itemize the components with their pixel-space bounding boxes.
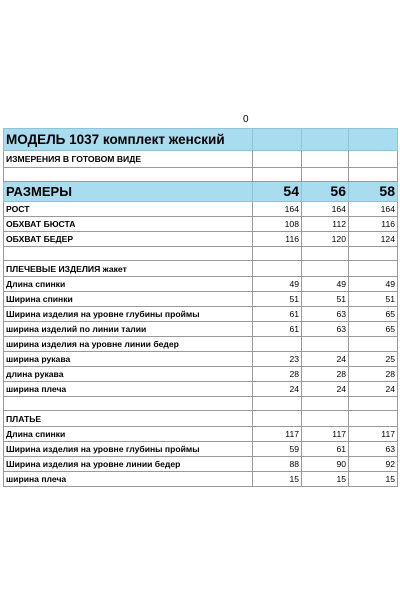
value-cell: 63 xyxy=(302,322,349,337)
value-cell xyxy=(302,337,349,352)
value-cell: 117 xyxy=(253,427,302,442)
row-label: Ширина спинки xyxy=(4,292,253,307)
value-cell: 24 xyxy=(349,382,398,397)
title-row xyxy=(4,129,398,151)
empty-cell xyxy=(253,261,302,277)
table-row xyxy=(4,472,398,487)
value-cell: 49 xyxy=(253,277,302,292)
table-row xyxy=(4,367,398,382)
row-label: ширина рукава xyxy=(4,352,253,367)
row-label: РОСТ xyxy=(4,202,253,217)
row-label: Ширина изделия на уровне линии бедер xyxy=(4,457,253,472)
row-label: ширина плеча xyxy=(4,472,253,487)
table-row xyxy=(4,427,398,442)
value-cell: 65 xyxy=(349,307,398,322)
table-row xyxy=(4,307,398,322)
value-cell: 28 xyxy=(253,367,302,382)
empty-cell xyxy=(302,411,349,427)
table-row xyxy=(4,442,398,457)
value-cell: 63 xyxy=(349,442,398,457)
value-cell: 117 xyxy=(302,427,349,442)
value-cell: 65 xyxy=(349,322,398,337)
value-cell xyxy=(253,337,302,352)
measurements-table xyxy=(3,128,398,487)
value-cell: 117 xyxy=(349,427,398,442)
row-label: ОБХВАТ БЮСТА xyxy=(4,217,253,232)
value-cell: 24 xyxy=(302,352,349,367)
value-cell: 24 xyxy=(302,382,349,397)
value-cell: 23 xyxy=(253,352,302,367)
value-cell: 120 xyxy=(302,232,349,247)
value-cell: 88 xyxy=(253,457,302,472)
table-row xyxy=(4,217,398,232)
value-cell: 164 xyxy=(302,202,349,217)
size-cell: 58 xyxy=(349,182,398,202)
row-label: ширина изделий по линии талии xyxy=(4,322,253,337)
value-cell: 15 xyxy=(302,472,349,487)
blank-row xyxy=(4,247,398,261)
value-cell: 164 xyxy=(253,202,302,217)
value-cell: 28 xyxy=(349,367,398,382)
value-cell: 124 xyxy=(349,232,398,247)
blank-row xyxy=(4,397,398,411)
value-cell: 61 xyxy=(302,442,349,457)
value-cell: 59 xyxy=(253,442,302,457)
empty-cell xyxy=(349,247,398,261)
table-row xyxy=(4,352,398,367)
size-cell: 56 xyxy=(302,182,349,202)
value-cell: 90 xyxy=(302,457,349,472)
value-cell: 63 xyxy=(302,307,349,322)
value-cell: 25 xyxy=(349,352,398,367)
section-title-row xyxy=(4,411,398,427)
value-cell: 51 xyxy=(302,292,349,307)
row-label: Ширина изделия на уровне глубины проймы xyxy=(4,307,253,322)
value-cell: 51 xyxy=(349,292,398,307)
table-title: МОДЕЛЬ 1037 комплект женский xyxy=(4,129,253,151)
size-cell: 54 xyxy=(253,182,302,202)
row-label: Длина спинки xyxy=(4,427,253,442)
blank-row xyxy=(4,168,398,182)
section-title-row xyxy=(4,261,398,277)
value-cell: 116 xyxy=(253,232,302,247)
value-cell: 28 xyxy=(302,367,349,382)
empty-cell xyxy=(302,261,349,277)
empty-cell xyxy=(4,397,253,411)
table-subtitle: ИЗМЕРЕНИЯ В ГОТОВОМ ВИДЕ xyxy=(4,151,253,168)
value-cell xyxy=(349,337,398,352)
value-cell: 61 xyxy=(253,307,302,322)
empty-cell xyxy=(253,397,302,411)
value-cell: 49 xyxy=(302,277,349,292)
table-row xyxy=(4,202,398,217)
empty-cell xyxy=(349,397,398,411)
empty-cell xyxy=(253,247,302,261)
value-cell: 112 xyxy=(302,217,349,232)
value-cell: 164 xyxy=(349,202,398,217)
table-row xyxy=(4,337,398,352)
empty-cell xyxy=(253,411,302,427)
value-cell: 51 xyxy=(253,292,302,307)
table-row xyxy=(4,232,398,247)
table-row xyxy=(4,292,398,307)
value-cell: 15 xyxy=(349,472,398,487)
empty-cell xyxy=(302,247,349,261)
empty-cell xyxy=(302,397,349,411)
empty-cell xyxy=(4,247,253,261)
cell-top-number: 0 xyxy=(243,114,249,125)
row-label: Ширина изделия на уровне глубины проймы xyxy=(4,442,253,457)
row-label: Длина спинки xyxy=(4,277,253,292)
row-label: ширина плеча xyxy=(4,382,253,397)
value-cell: 108 xyxy=(253,217,302,232)
empty-cell xyxy=(349,261,398,277)
table-row xyxy=(4,277,398,292)
table-row xyxy=(4,322,398,337)
section-title: ПЛЕЧЕВЫЕ ИЗДЕЛИЯ жакет xyxy=(4,261,253,277)
row-label: длина рукава xyxy=(4,367,253,382)
sizes-row xyxy=(4,182,398,202)
value-cell: 92 xyxy=(349,457,398,472)
row-label: ОБХВАТ БЕДЕР xyxy=(4,232,253,247)
value-cell: 49 xyxy=(349,277,398,292)
table-row xyxy=(4,457,398,472)
subtitle-row xyxy=(4,151,398,168)
sizes-label: РАЗМЕРЫ xyxy=(4,182,253,202)
value-cell: 61 xyxy=(253,322,302,337)
row-label: ширина изделия на уровне линии бедер xyxy=(4,337,253,352)
section-title: ПЛАТЬЕ xyxy=(4,411,253,427)
empty-cell xyxy=(349,411,398,427)
value-cell: 116 xyxy=(349,217,398,232)
value-cell: 15 xyxy=(253,472,302,487)
value-cell: 24 xyxy=(253,382,302,397)
table-row xyxy=(4,382,398,397)
